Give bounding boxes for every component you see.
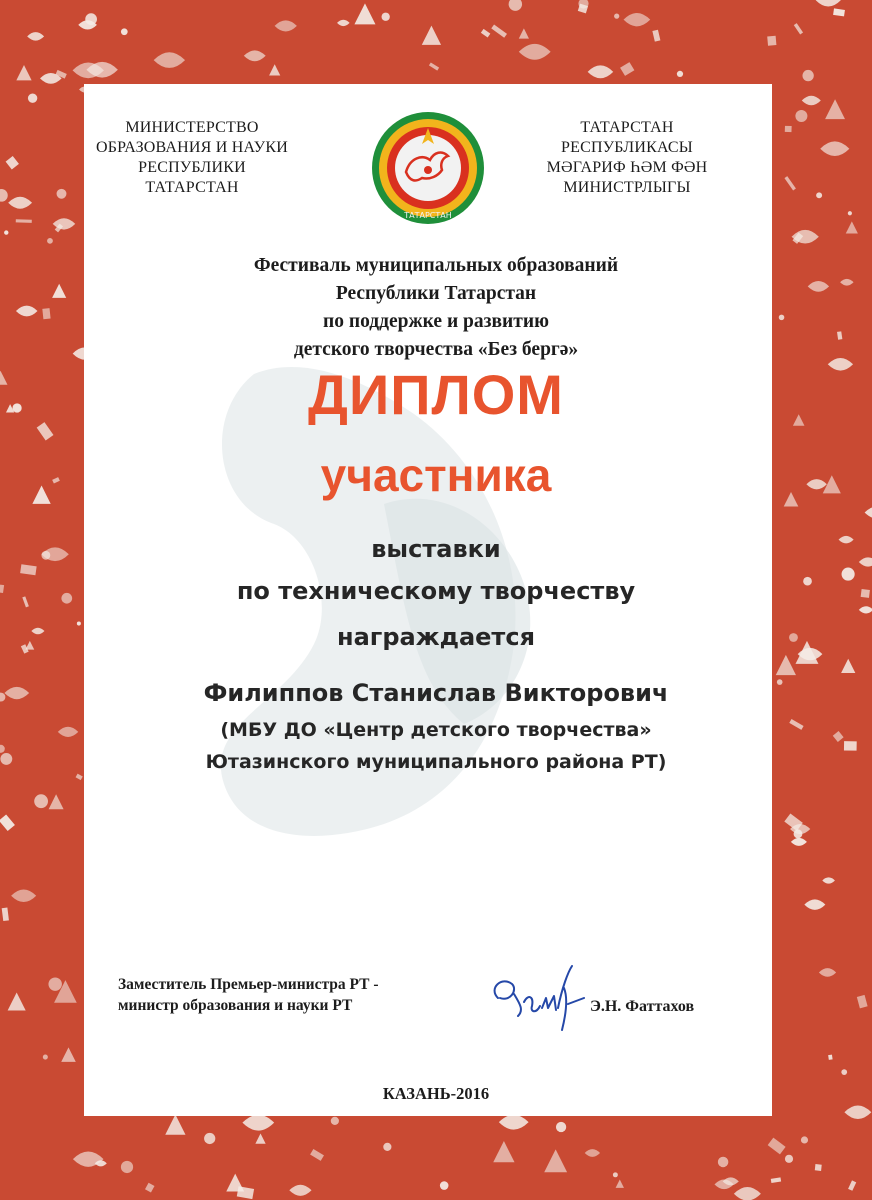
footer-place-year: КАЗАНЬ-2016 bbox=[382, 1084, 490, 1103]
exhibition-line: выставки bbox=[371, 535, 501, 563]
handwritten-signature bbox=[484, 958, 590, 1038]
festival-line: Фестиваль муниципальных образований bbox=[253, 255, 619, 276]
ministry-tt-line: МИНИСТРЛЫГЫ bbox=[563, 179, 691, 196]
signatory-title-line: министр образования и науки РТ bbox=[118, 997, 353, 1014]
signatory-title-line: Заместитель Премьер-министра РТ - bbox=[118, 976, 379, 993]
recipient-name: Филиппов Станислав Викторович bbox=[203, 679, 669, 707]
exhibition-description bbox=[160, 528, 712, 612]
festival-line: Республики Татарстан bbox=[335, 283, 537, 304]
awarded-label: награждается bbox=[337, 623, 535, 651]
festival-line: по поддержке и развитию bbox=[323, 311, 549, 332]
signatory-name: Э.Н. Фаттахов bbox=[590, 998, 695, 1015]
organization-line: (МБУ ДО «Центр детского творчества» bbox=[220, 719, 652, 741]
ministry-tt-line: ТАТАРСТАН bbox=[580, 119, 674, 136]
organization-line: Ютазинского муниципального района РТ) bbox=[205, 751, 667, 773]
ministry-name-tt bbox=[522, 118, 732, 198]
festival-line: детского творчества «Без бергә» bbox=[293, 339, 579, 360]
ministry-tt-line: РЕСПУБЛИКАСЫ bbox=[561, 139, 693, 156]
ministry-ru-line: РЕСПУБЛИКИ bbox=[138, 159, 246, 176]
ministry-name-ru bbox=[92, 118, 292, 198]
festival-title bbox=[160, 252, 712, 364]
recipient-organization bbox=[120, 714, 752, 778]
tatarstan-emblem bbox=[368, 110, 488, 228]
emblem-caption: ТАТАРСТАН bbox=[404, 211, 452, 220]
exhibition-line: по техническому творчеству bbox=[236, 577, 636, 605]
signatory-title bbox=[118, 974, 478, 1016]
ministry-ru-line: ОБРАЗОВАНИЯ И НАУКИ bbox=[96, 139, 288, 156]
diploma-title: ДИПЛОМ bbox=[308, 363, 564, 426]
ministry-ru-line: МИНИСТЕРСТВО bbox=[125, 119, 259, 136]
ministry-tt-line: МӘГАРИФ ҺӘМ ФӘН bbox=[546, 159, 708, 176]
ministry-ru-line: ТАТАРСТАН bbox=[145, 179, 239, 196]
diploma-subtitle: участника bbox=[320, 449, 552, 501]
